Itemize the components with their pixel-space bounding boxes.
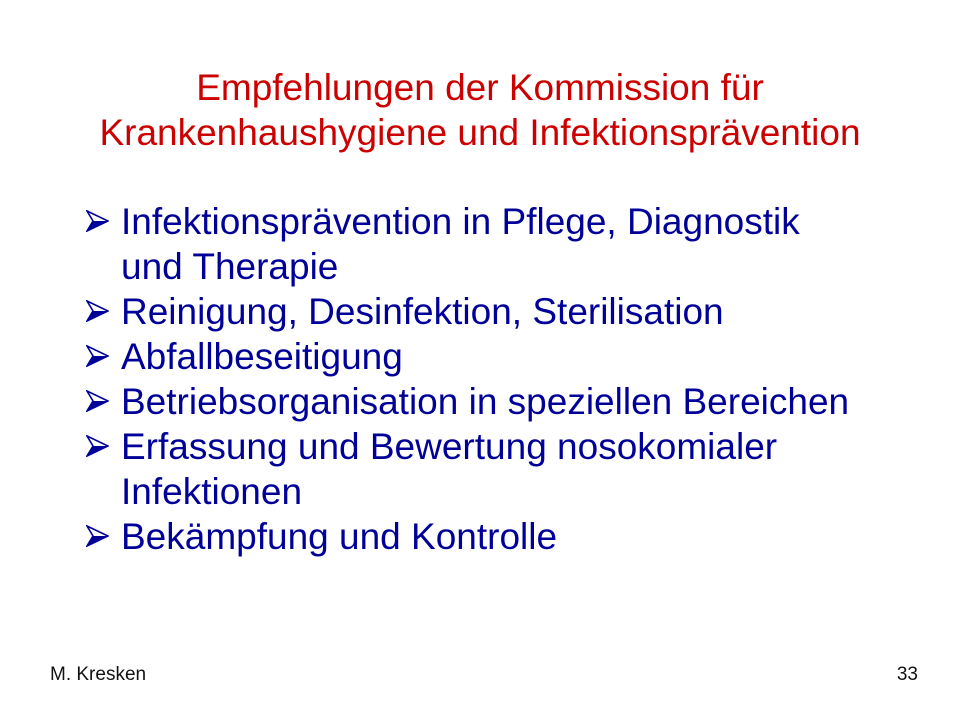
page-number: 33 bbox=[896, 664, 918, 685]
bullet-item bbox=[0, 289, 960, 334]
arrowhead-bullet-icon bbox=[86, 390, 109, 412]
title-line: Krankenhaushygiene und Infektionsprävention bbox=[99, 112, 861, 153]
bullet-text-line: Infektionsprävention in Pflege, Diagnostik bbox=[121, 201, 800, 242]
arrowhead-bullet-icon bbox=[86, 435, 109, 457]
arrowhead-bullet-icon bbox=[86, 525, 109, 547]
bullet-item bbox=[0, 379, 960, 424]
bullet-text-line: Bekämpfung und Kontrolle bbox=[121, 516, 558, 557]
bullet-list bbox=[0, 199, 960, 559]
slide-title bbox=[0, 65, 960, 155]
bullet-item bbox=[0, 334, 960, 379]
bullet-text-line: Reinigung, Desinfektion, Sterilisation bbox=[121, 291, 724, 332]
bullet-item bbox=[0, 514, 960, 559]
bullet-item bbox=[0, 424, 960, 514]
title-line: Empfehlungen der Kommission für bbox=[196, 67, 764, 108]
bullet-text-line: Erfassung und Bewertung nosokomialer bbox=[121, 426, 778, 467]
bullet-text-line: und Therapie bbox=[121, 246, 339, 287]
bullet-item bbox=[0, 199, 960, 289]
footer-author: M. Kresken bbox=[50, 664, 147, 685]
bullet-text-line: Infektionen bbox=[121, 471, 303, 512]
arrowhead-bullet-icon bbox=[86, 345, 109, 367]
bullet-text-line: Abfallbeseitigung bbox=[121, 336, 403, 377]
arrowhead-bullet-icon bbox=[86, 300, 109, 322]
arrowhead-bullet-icon bbox=[86, 210, 109, 232]
bullet-text-line: Betriebsorganisation in speziellen Bereichen bbox=[121, 381, 850, 422]
